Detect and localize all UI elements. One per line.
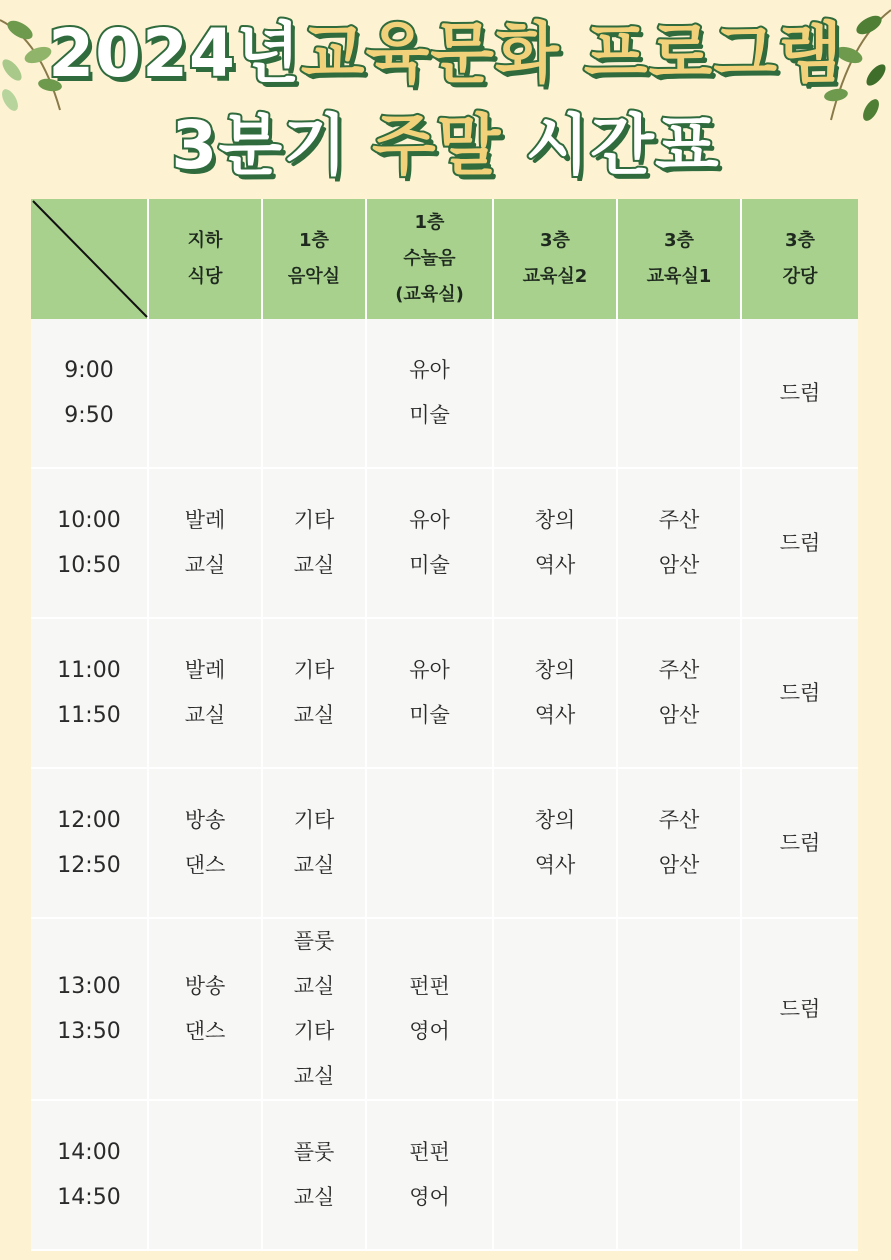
title-year: 2024년 <box>48 15 301 92</box>
table-row <box>31 769 858 919</box>
program-cell <box>494 919 618 1101</box>
program-cell: 기타 교실 <box>263 469 367 619</box>
program-cell: 주산 암산 <box>618 469 742 619</box>
program-cell <box>742 1101 858 1251</box>
program-cell: 발레 교실 <box>149 469 263 619</box>
header-corner-cell <box>31 199 149 319</box>
program-cell <box>367 769 494 919</box>
title-line-2 <box>0 100 891 192</box>
program-cell: 펀펀 영어 <box>367 919 494 1101</box>
program-cell <box>494 1101 618 1251</box>
program-cell: 창의 역사 <box>494 619 618 769</box>
program-cell <box>494 319 618 469</box>
title-line-1 <box>0 8 891 100</box>
time-cell: 14:00 14:50 <box>31 1101 149 1251</box>
program-cell <box>149 1101 263 1251</box>
diagonal-divider <box>31 199 149 319</box>
program-cell <box>618 319 742 469</box>
time-cell: 9:00 9:50 <box>31 319 149 469</box>
program-cell: 드럼 <box>742 319 858 469</box>
program-cell: 유아 미술 <box>367 469 494 619</box>
header-classroom-1f: 1층 수놀음 (교육실) <box>367 199 494 319</box>
program-cell: 유아 미술 <box>367 319 494 469</box>
header-classroom-1: 3층 교육실1 <box>618 199 742 319</box>
table-row <box>31 469 858 619</box>
program-cell: 기타 교실 <box>263 769 367 919</box>
table-row <box>31 619 858 769</box>
program-cell: 창의 역사 <box>494 469 618 619</box>
header-classroom-2: 3층 교육실2 <box>494 199 618 319</box>
header-auditorium: 3층 강당 <box>742 199 858 319</box>
title-program: 교육문화 프로그램 <box>300 15 843 92</box>
program-cell: 기타 교실 <box>263 619 367 769</box>
program-cell: 드럼 <box>742 469 858 619</box>
program-cell: 드럼 <box>742 919 858 1101</box>
program-cell: 창의 역사 <box>494 769 618 919</box>
time-cell: 10:00 10:50 <box>31 469 149 619</box>
program-cell <box>149 319 263 469</box>
header-music-room: 1층 음악실 <box>263 199 367 319</box>
program-cell: 펀펀 영어 <box>367 1101 494 1251</box>
table-row <box>31 919 858 1101</box>
header-row <box>31 199 858 319</box>
page-title <box>0 8 891 192</box>
program-cell: 드럼 <box>742 769 858 919</box>
program-cell: 주산 암산 <box>618 769 742 919</box>
program-cell <box>618 1101 742 1251</box>
program-cell: 방송 댄스 <box>149 769 263 919</box>
time-cell: 11:00 11:50 <box>31 619 149 769</box>
title-quarter: 3분기 <box>171 107 348 184</box>
program-cell: 플룻 교실 <box>263 1101 367 1251</box>
table-row <box>31 319 858 469</box>
program-cell: 주산 암산 <box>618 619 742 769</box>
time-cell: 13:00 13:50 <box>31 919 149 1101</box>
program-cell: 발레 교실 <box>149 619 263 769</box>
program-cell: 드럼 <box>742 619 858 769</box>
program-cell: 유아 미술 <box>367 619 494 769</box>
timetable <box>31 199 858 1251</box>
table-row <box>31 1101 858 1251</box>
time-cell: 12:00 12:50 <box>31 769 149 919</box>
program-cell: 플룻 교실 기타 교실 <box>263 919 367 1101</box>
program-cell <box>618 919 742 1101</box>
header-basement-cafeteria: 지하 식당 <box>149 199 263 319</box>
program-cell: 방송 댄스 <box>149 919 263 1101</box>
title-weekend: 주말 <box>371 107 502 184</box>
title-timetable: 시간표 <box>525 107 720 184</box>
program-cell <box>263 319 367 469</box>
